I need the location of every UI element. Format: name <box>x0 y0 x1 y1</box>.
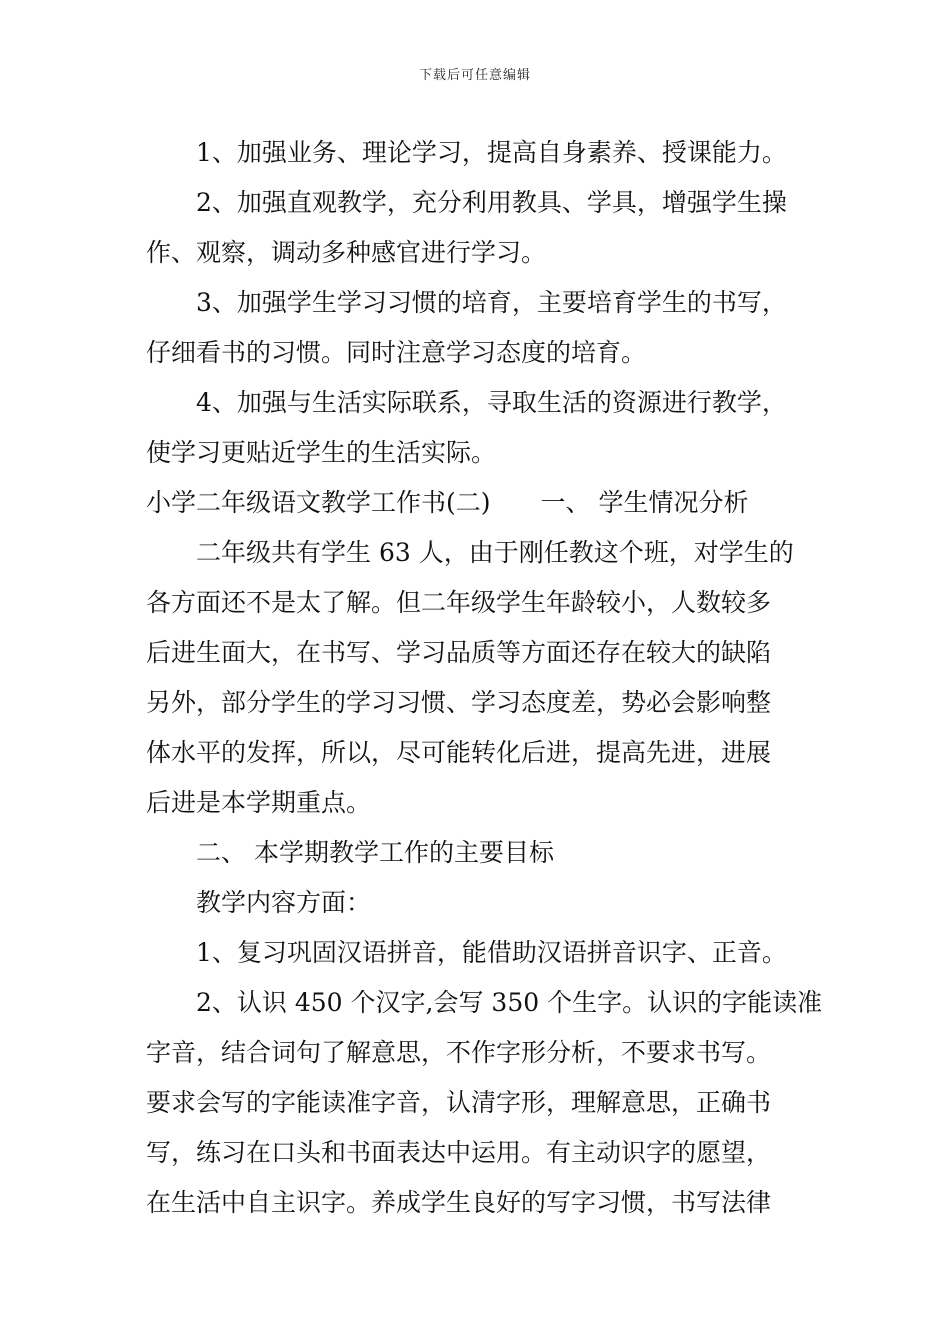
text-line: 要求会写的字能读准字音，认清字形，理解意思，正确书 <box>146 1088 772 1117</box>
text-line: 2、认识 450 个汉字,会写 350 个生字。认识的字能读准 <box>196 988 823 1017</box>
text-line: 字音，结合词句了解意思，不作字形分析，不要求书写。 <box>146 1038 772 1067</box>
text-line: 使学习更贴近学生的生活实际。 <box>146 438 497 467</box>
text-line: 写，练习在口头和书面表达中运用。有主动识字的愿望， <box>146 1138 772 1167</box>
text-line: 后进生面大，在书写、学习品质等方面还存在较大的缺陷 <box>146 638 772 667</box>
text-line: 4、加强与生活实际联系，寻取生活的资源进行教学， <box>196 388 787 417</box>
text-line: 在生活中自主识字。养成学生良好的写字习惯，书写法律 <box>146 1188 772 1217</box>
text-line: 教学内容方面： <box>196 888 372 917</box>
text-line: 仔细看书的习惯。同时注意学习态度的培育。 <box>146 338 647 367</box>
text-line: 另外，部分学生的学习习惯、学习态度差，势必会影响整 <box>146 688 772 717</box>
document-body <box>146 128 823 1228</box>
section-heading-line: 二、 本学期教学工作的主要目标 <box>196 838 554 867</box>
section-heading-line: 小学二年级语文教学工作书(二) 一、 学生情况分析 <box>146 488 749 517</box>
text-line: 1、复习巩固汉语拼音，能借助汉语拼音识字、正音。 <box>196 938 787 967</box>
text-line: 体水平的发挥，所以，尽可能转化后进，提高先进，进展 <box>146 738 772 767</box>
text-line: 各方面还不是太了解。但二年级学生年龄较小，人数较多 <box>146 588 772 617</box>
page-header: 下载后可任意编辑 <box>418 68 531 83</box>
text-line: 后进是本学期重点。 <box>146 788 372 817</box>
text-line: 2、加强直观教学，充分利用教具、学具，增强学生操 <box>196 188 787 217</box>
text-line: 二年级共有学生 63 人，由于刚任教这个班，对学生的 <box>196 538 794 567</box>
text-line: 1、加强业务、理论学习，提高自身素养、授课能力。 <box>196 138 787 167</box>
text-line: 3、加强学生学习习惯的培育，主要培育学生的书写， <box>196 288 787 317</box>
text-line: 作、观察，调动多种感官进行学习。 <box>146 238 547 267</box>
